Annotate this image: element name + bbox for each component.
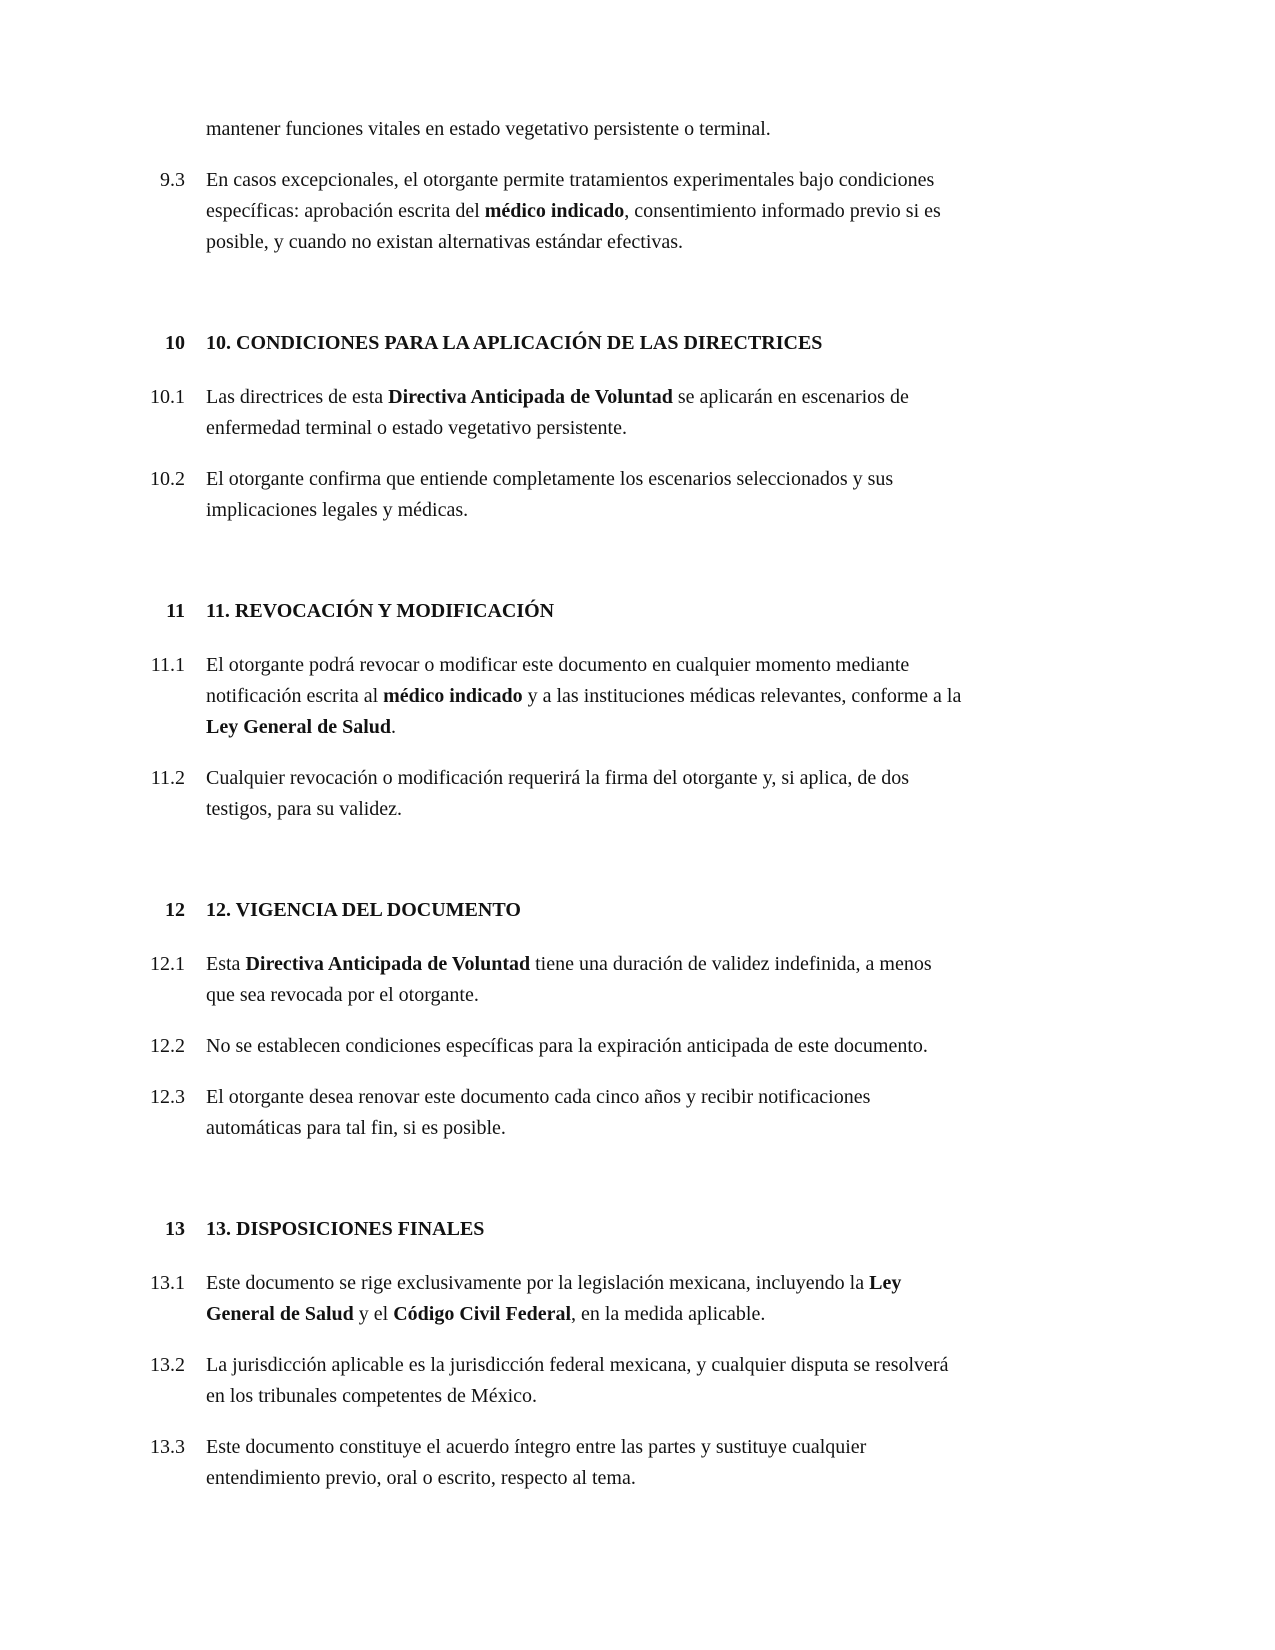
section-heading bbox=[125, 1214, 1245, 1245]
clause-text bbox=[206, 949, 1245, 1011]
text-line: Este documento constituye el acuerdo íntegro entre las partes y sustituye cualquier bbox=[206, 1436, 867, 1458]
clause-text bbox=[206, 464, 1245, 526]
clause bbox=[125, 1082, 1245, 1144]
clause-text bbox=[206, 596, 1245, 627]
clause-text bbox=[206, 165, 1245, 258]
text-line: Cualquier revocación o modificación requerirá la firma del otorgante y, si aplica, de dos bbox=[206, 767, 910, 789]
clause-text bbox=[206, 1214, 1245, 1245]
clause-text bbox=[206, 1268, 1245, 1330]
clause-text bbox=[206, 650, 1245, 743]
clause-text bbox=[206, 328, 1245, 359]
text-line: La jurisdicción aplicable es la jurisdicción federal mexicana, y cualquier disputa se resolverá bbox=[206, 1354, 949, 1376]
text-line: en los tribunales competentes de México. bbox=[206, 1385, 538, 1407]
text-line: 13. DISPOSICIONES FINALES bbox=[206, 1218, 485, 1240]
clause-number: 9.3 bbox=[160, 169, 185, 191]
clause-number: 11.2 bbox=[150, 767, 185, 789]
clause-text bbox=[206, 1082, 1245, 1144]
clause bbox=[125, 114, 1245, 145]
clause-number: 12.2 bbox=[150, 1035, 185, 1057]
clause-number: 13.3 bbox=[150, 1436, 185, 1458]
text-line: El otorgante desea renovar este documento cada cinco años y recibir notificaciones bbox=[206, 1086, 871, 1108]
clause bbox=[125, 1432, 1245, 1494]
text-line: automáticas para tal fin, si es posible. bbox=[206, 1117, 506, 1139]
clause-text bbox=[206, 114, 1245, 145]
text-line: enfermedad terminal o estado vegetativo persistente. bbox=[206, 417, 627, 439]
clause bbox=[125, 949, 1245, 1011]
clause-number bbox=[125, 114, 185, 145]
clause-text bbox=[206, 895, 1245, 926]
clause-text bbox=[206, 1432, 1245, 1494]
text-line: General de Salud y el Código Civil Federal, en la medida aplicable. bbox=[206, 1303, 766, 1325]
text-line: Las directrices de esta Directiva Anticipada de Voluntad se aplicarán en escenarios de bbox=[206, 386, 909, 408]
text-line: 11. REVOCACIÓN Y MODIFICACIÓN bbox=[206, 600, 555, 622]
clause bbox=[125, 763, 1245, 825]
text-line: entendimiento previo, oral o escrito, respecto al tema. bbox=[206, 1467, 636, 1489]
clause-text bbox=[206, 1031, 1245, 1062]
clause-number: 13 bbox=[165, 1218, 185, 1240]
text-line: posible, y cuando no existan alternativas estándar efectivas. bbox=[206, 231, 684, 253]
document-body bbox=[125, 114, 1245, 1494]
text-line: notificación escrita al médico indicado y a las instituciones médicas relevantes, conforme a la bbox=[206, 685, 962, 707]
section-heading bbox=[125, 596, 1245, 627]
clause-text bbox=[206, 382, 1245, 444]
text-line: No se establecen condiciones específicas para la expiración anticipada de este documento. bbox=[206, 1035, 928, 1057]
text-line: El otorgante podrá revocar o modificar este documento en cualquier momento mediante bbox=[206, 654, 910, 676]
text-line: Este documento se rige exclusivamente por la legislación mexicana, incluyendo la Ley bbox=[206, 1272, 902, 1294]
clause bbox=[125, 165, 1245, 258]
clause bbox=[125, 1031, 1245, 1062]
clause-number: 11.1 bbox=[150, 654, 185, 676]
clause-number: 12 bbox=[165, 899, 185, 921]
text-line: El otorgante confirma que entiende completamente los escenarios seleccionados y sus bbox=[206, 468, 894, 490]
text-line: específicas: aprobación escrita del médico indicado, consentimiento informado previo si es bbox=[206, 200, 941, 222]
text-line: testigos, para su validez. bbox=[206, 798, 403, 820]
clause bbox=[125, 1268, 1245, 1330]
text-line: que sea revocada por el otorgante. bbox=[206, 984, 479, 1006]
clause-text bbox=[206, 1350, 1245, 1412]
clause bbox=[125, 382, 1245, 444]
clause-number: 10 bbox=[165, 332, 185, 354]
clause-number: 12.1 bbox=[150, 953, 185, 975]
clause-number: 11 bbox=[166, 600, 185, 622]
text-line: En casos excepcionales, el otorgante permite tratamientos experimentales bajo condiciones bbox=[206, 169, 935, 191]
clause bbox=[125, 1350, 1245, 1412]
clause-number: 13.1 bbox=[150, 1272, 185, 1294]
section-heading bbox=[125, 328, 1245, 359]
text-line: 10. CONDICIONES PARA LA APLICACIÓN DE LAS DIRECTRICES bbox=[206, 332, 823, 354]
clause-text bbox=[206, 763, 1245, 825]
text-line: 12. VIGENCIA DEL DOCUMENTO bbox=[206, 899, 521, 921]
clause bbox=[125, 464, 1245, 526]
text-line: mantener funciones vitales en estado vegetativo persistente o terminal. bbox=[206, 118, 771, 140]
clause-number: 13.2 bbox=[150, 1354, 185, 1376]
text-line: Ley General de Salud. bbox=[206, 716, 397, 738]
text-line: implicaciones legales y médicas. bbox=[206, 499, 469, 521]
section-heading bbox=[125, 895, 1245, 926]
clause-number: 10.2 bbox=[150, 468, 185, 490]
clause-number: 12.3 bbox=[150, 1086, 185, 1108]
clause bbox=[125, 650, 1245, 743]
clause-number: 10.1 bbox=[150, 386, 185, 408]
text-line: Esta Directiva Anticipada de Voluntad tiene una duración de validez indefinida, a menos bbox=[206, 953, 932, 975]
